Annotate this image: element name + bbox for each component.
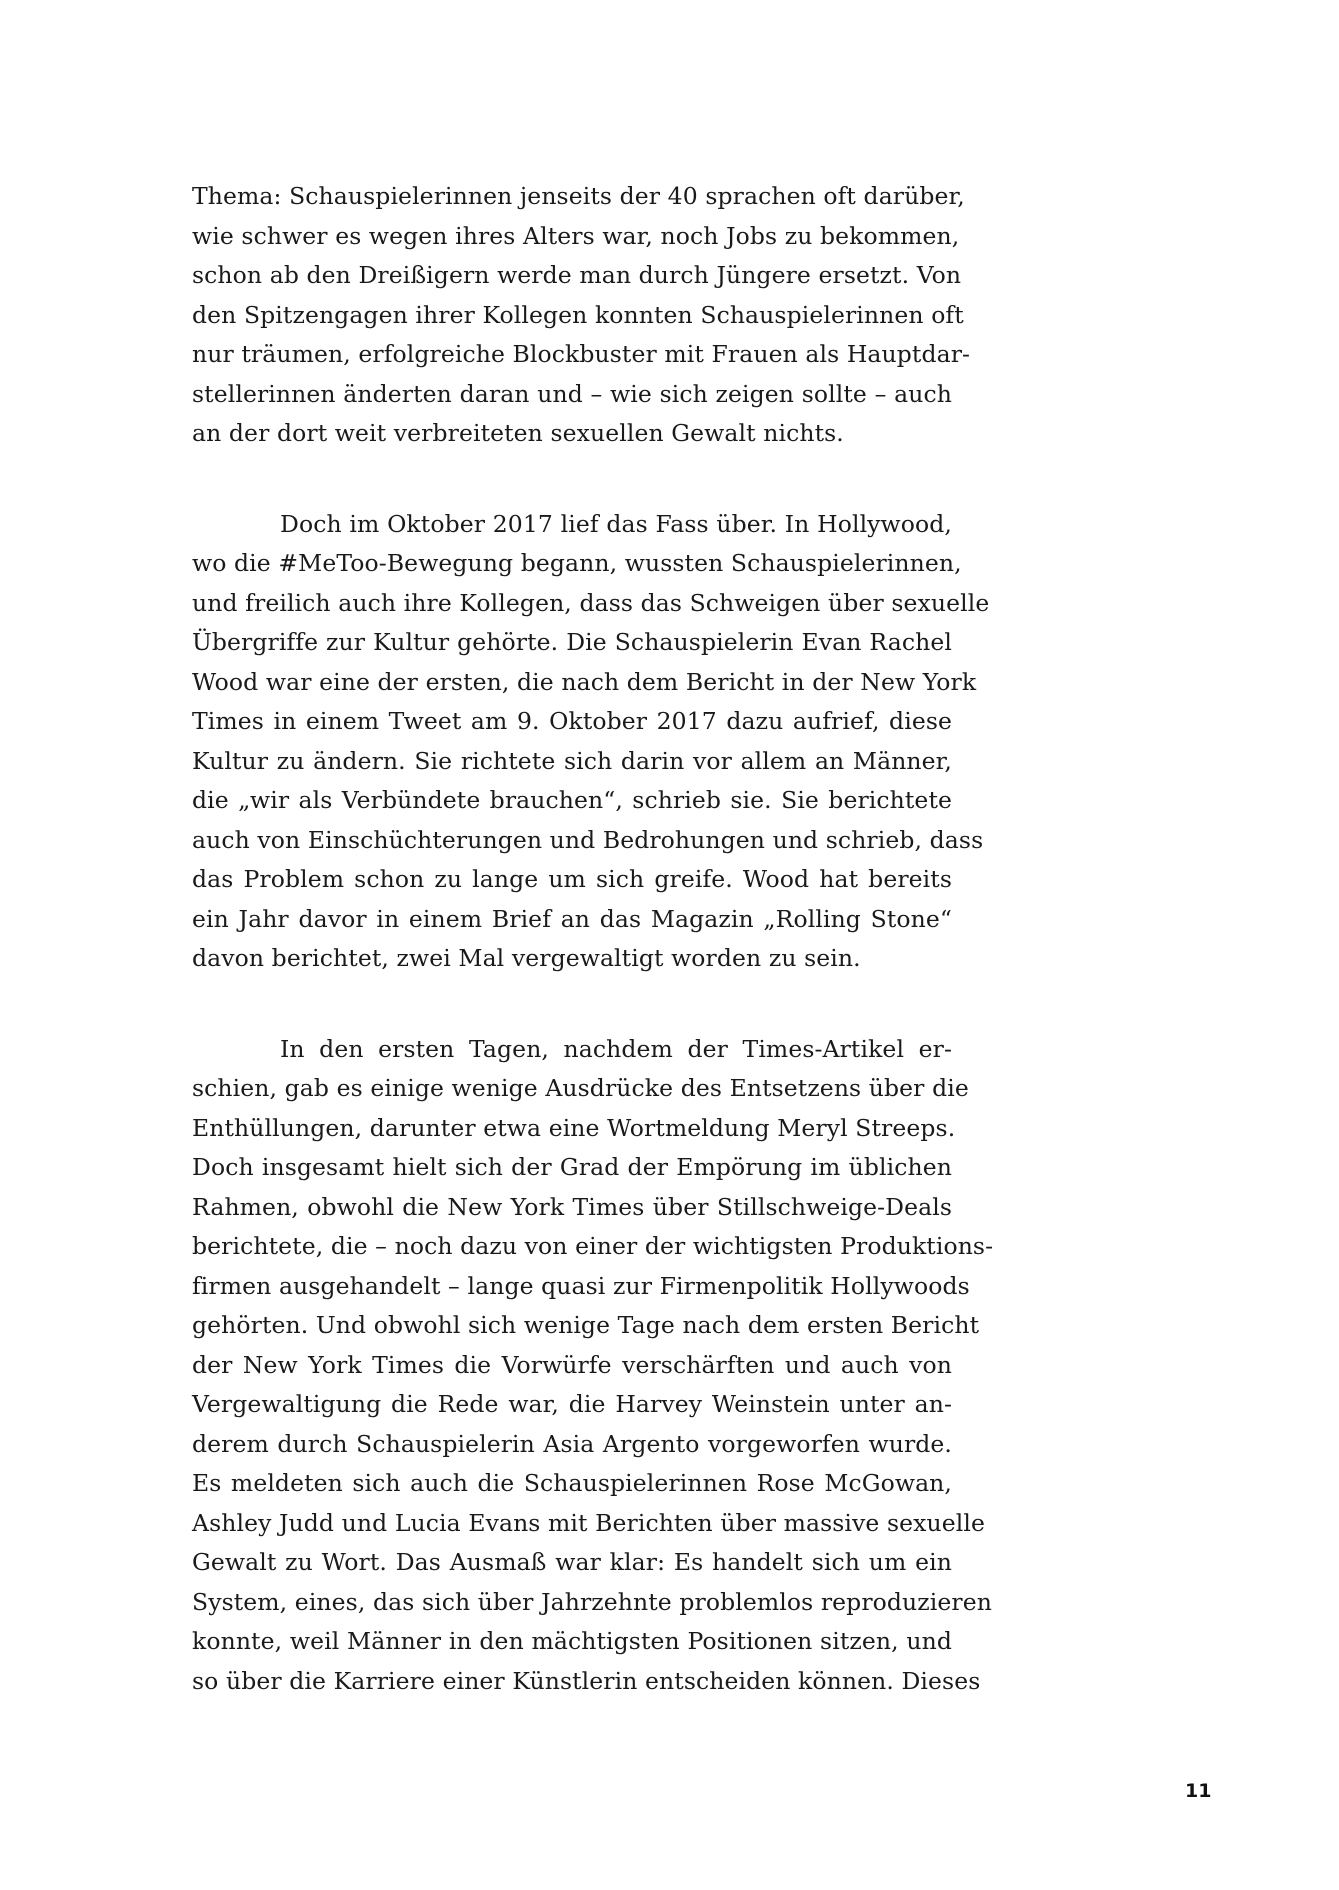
text-line: auch von Einschüchterungen und Bedrohungen und schrieb, dass	[192, 825, 984, 854]
page-number: 11	[1185, 1780, 1212, 1802]
text-line: davon berichtet, zwei Mal vergewaltigt worden zu sein.	[192, 944, 861, 972]
text-line: nur träumen, erfolgreiche Blockbuster mit Frauen als Hauptdar-	[192, 340, 971, 368]
text-line: Thema: Schauspielerinnen jenseits der 40 sprachen oft darüber,	[192, 182, 965, 210]
paragraph-gap	[192, 454, 952, 505]
paragraph-gap	[192, 979, 952, 1030]
text-line: und freilich auch ihre Kollegen, dass das Schweigen über sexuelle	[192, 588, 990, 617]
text-line: Wood war eine der ersten, die nach dem Bericht in der New York	[192, 667, 977, 696]
text-line: die „wir als Verbündete brauchen“, schrieb sie. Sie berichtete	[192, 786, 952, 814]
text-line: an der dort weit verbreiteten sexuellen Gewalt nichts.	[192, 419, 844, 447]
text-line: System, eines, das sich über Jahrzehnte problemlos reproduzieren	[192, 1587, 992, 1616]
text-line: den Spitzengagen ihrer Kollegen konnten Schauspielerinnen oft	[192, 300, 964, 329]
text-line: so über die Karriere einer Künstlerin entscheiden können. Dieses	[192, 1666, 981, 1695]
text-line: Übergriffe zur Kultur gehörte. Die Schauspielerin Evan Rachel	[192, 628, 952, 656]
text-line: Kultur zu ändern. Sie richtete sich darin vor allem an Männer,	[192, 746, 952, 775]
text-line: stellerinnen änderten daran und – wie sich zeigen sollte – auch	[192, 379, 952, 408]
text-line: wie schwer es wegen ihres Alters war, noch Jobs zu bekommen,	[192, 221, 960, 250]
text-line: wo die #MeToo-Bewegung begann, wussten Schauspielerinnen,	[192, 549, 962, 577]
text-line: der New York Times die Vorwürfe verschärften und auch von	[192, 1350, 952, 1379]
body-text	[192, 177, 994, 1701]
text-line: ein Jahr davor in einem Brief an das Magazin „Rolling Stone“	[192, 904, 952, 933]
text-line: In den ersten Tagen, nachdem der Times-Artikel er-	[280, 1034, 952, 1063]
paragraph-2	[192, 505, 990, 979]
text-line: das Problem schon zu lange um sich greife. Wood hat bereits	[192, 865, 952, 893]
text-line: Rahmen, obwohl die New York Times über Stillschweige-Deals	[192, 1192, 952, 1221]
text-line: schon ab den Dreißigern werde man durch Jüngere ersetzt. Von	[192, 261, 962, 289]
text-line: Doch insgesamt hielt sich der Grad der Empörung im üblichen	[192, 1153, 952, 1181]
text-line: konnte, weil Männer in den mächtigsten Positionen sitzen, und	[192, 1627, 952, 1655]
text-line: firmen ausgehandelt – lange quasi zur Firmenpolitik Hollywoods	[192, 1271, 970, 1300]
text-line: Gewalt zu Wort. Das Ausmaß war klar: Es handelt sich um ein	[192, 1548, 952, 1576]
paragraph-3	[192, 1030, 994, 1702]
text-line: derem durch Schauspielerin Asia Argento vorgeworfen wurde.	[192, 1429, 952, 1458]
text-line: Ashley Judd und Lucia Evans mit Berichten über massive sexuelle	[192, 1508, 985, 1537]
text-line: Times in einem Tweet am 9. Oktober 2017 dazu aufrief, diese	[192, 707, 952, 735]
text-line: Vergewaltigung die Rede war, die Harvey Weinstein unter an-	[192, 1390, 952, 1418]
text-line: schien, gab es einige wenige Ausdrücke des Entsetzens über die	[192, 1074, 969, 1102]
text-line: Es meldeten sich auch die Schauspielerinnen Rose McGowan,	[192, 1469, 952, 1497]
text-line: gehörten. Und obwohl sich wenige Tage nach dem ersten Bericht	[192, 1311, 980, 1339]
text-line: Doch im Oktober 2017 lief das Fass über. In Hollywood,	[280, 509, 952, 538]
text-line: berichtete, die – noch dazu von einer der wichtigsten Produktions-	[192, 1232, 994, 1260]
paragraph-1	[192, 177, 971, 454]
text-line: Enthüllungen, darunter etwa eine Wortmeldung Meryl Streeps.	[192, 1113, 956, 1142]
